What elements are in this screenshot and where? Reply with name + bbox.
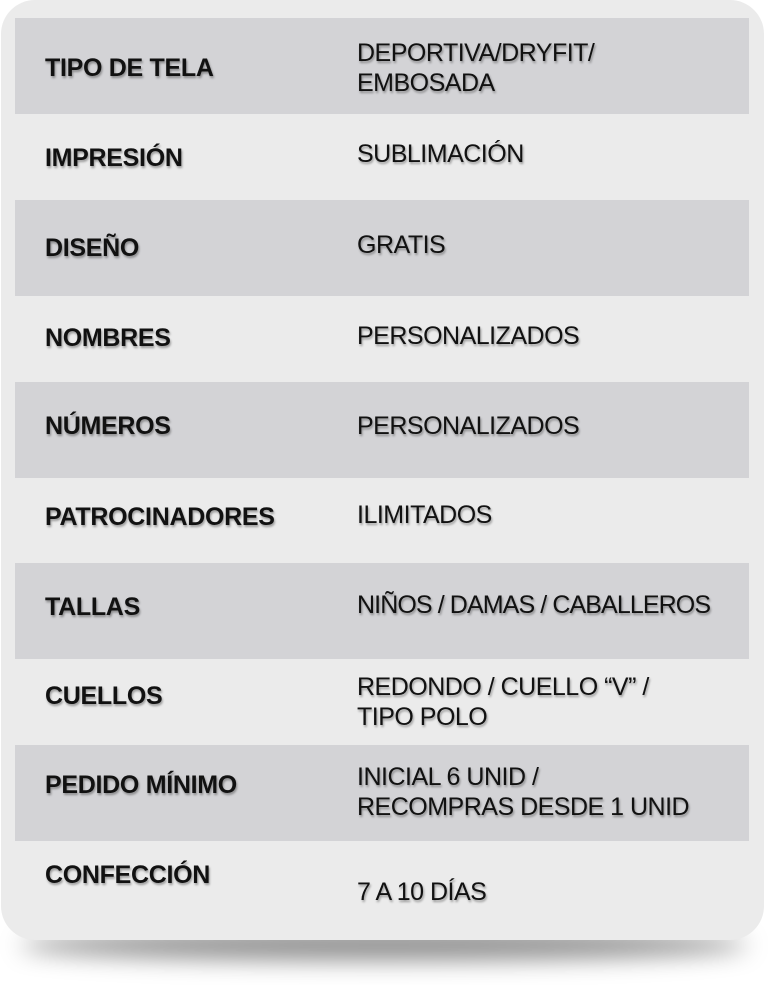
spec-row-cuellos	[15, 659, 749, 755]
spec-row-nombres	[15, 296, 749, 392]
spec-value-line: ILIMITADOS	[357, 501, 492, 529]
spec-label: TIPO DE TELA	[45, 54, 214, 82]
spec-value-line: INICIAL 6 UNID /	[357, 763, 539, 791]
spec-value-line: EMBOSADA	[357, 69, 495, 97]
spec-label: TALLAS	[45, 593, 140, 621]
spec-row-diseno	[15, 200, 749, 296]
spec-label: IMPRESIÓN	[45, 144, 183, 172]
product-spec-card	[1, 0, 764, 940]
spec-label: CUELLOS	[45, 682, 163, 710]
spec-row-tallas	[15, 563, 749, 659]
spec-value-line: PERSONALIZADOS	[357, 412, 580, 440]
spec-value-line: NIÑOS / DAMAS / CABALLEROS	[357, 591, 711, 619]
spec-label: NÚMEROS	[45, 412, 171, 440]
spec-row-pedido-minimo	[15, 745, 749, 841]
spec-value-line: PERSONALIZADOS	[357, 322, 580, 350]
spec-row-confeccion	[15, 841, 749, 937]
spec-label: DISEÑO	[45, 234, 140, 262]
spec-value-line: GRATIS	[357, 231, 446, 259]
spec-label: PEDIDO MÍNIMO	[45, 771, 237, 799]
spec-value-line: TIPO POLO	[357, 703, 488, 731]
spec-value	[357, 139, 524, 169]
spec-value	[357, 590, 710, 620]
spec-row-tipo-de-tela	[15, 18, 749, 114]
spec-label: PATROCINADORES	[45, 503, 275, 531]
spec-value	[357, 230, 445, 260]
spec-value	[357, 762, 689, 822]
spec-row-patrocinadores	[15, 478, 749, 574]
spec-label: CONFECCIÓN	[45, 861, 211, 889]
spec-value	[357, 500, 492, 530]
spec-value-line: REDONDO / CUELLO “V” /	[357, 673, 649, 701]
spec-value	[357, 672, 649, 732]
spec-value-line: SUBLIMACIÓN	[357, 140, 524, 168]
spec-value	[357, 411, 579, 441]
spec-value-line: DEPORTIVA/DRYFIT/	[357, 39, 595, 67]
spec-value	[357, 321, 579, 351]
spec-row-numeros	[15, 382, 749, 478]
spec-value-line: RECOMPRAS DESDE 1 UNID	[357, 793, 690, 821]
spec-label: NOMBRES	[45, 324, 171, 352]
spec-value-line: 7 A 10 DÍAS	[357, 878, 487, 906]
spec-value	[357, 877, 486, 907]
spec-row-impresion	[15, 114, 749, 210]
spec-value	[357, 38, 594, 98]
